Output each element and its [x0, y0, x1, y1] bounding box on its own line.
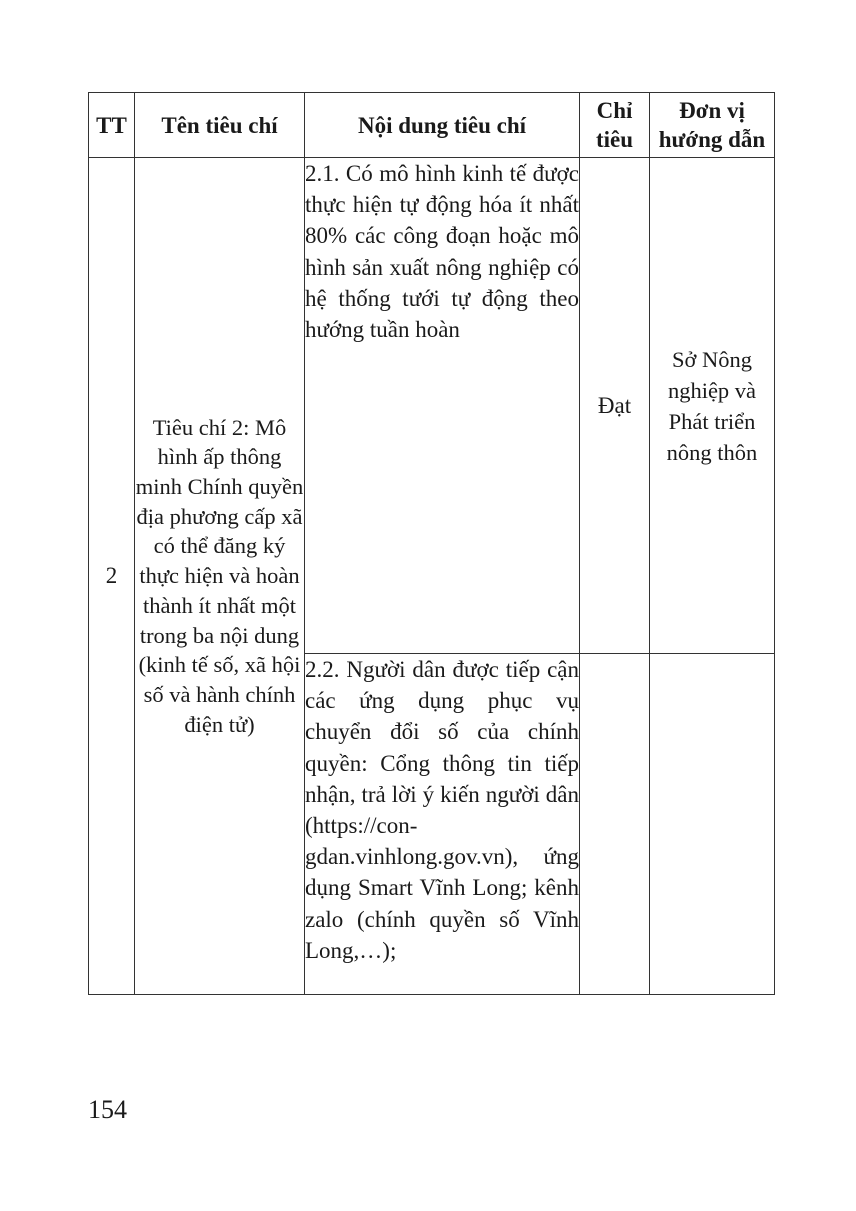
sub-item-guiding-unit-cell: Sở Nông nghiệp và Phát triển nông thôn: [650, 158, 775, 654]
header-criterion-name: Tên tiêu chí: [135, 93, 305, 158]
header-guiding-unit: Đơn vị hướng dẫn: [650, 93, 775, 158]
sub-item-content-cell: 2.1. Có mô hình kinh tế được thực hiện tự động hóa ít nhất 80% các công đoạn hoặc mô hình sản xuất nông nghiệp có hệ thống tưới tự động theo hướng tuần hoàn: [305, 158, 580, 654]
header-tt: TT: [89, 93, 135, 158]
row-tt-cell: 2: [89, 158, 135, 995]
criterion-name-cell: Tiêu chí 2: Mô hình ấp thông minh Chính quyền địa phương cấp xã có thể đăng ký thực hiện và hoàn thành ít nhất một trong ba nội dung (kinh tế số, xã hội số và hành chính điện tử): [135, 158, 305, 995]
header-criterion-content: Nội dung tiêu chí: [305, 93, 580, 158]
table-row: [89, 158, 775, 654]
sub-item-guiding-unit-cell: [650, 654, 775, 995]
table-header-row: [89, 93, 775, 158]
sub-item-target-cell: Đạt: [580, 158, 650, 654]
header-target: Chỉ tiêu: [580, 93, 650, 158]
page-number: 154: [88, 1095, 127, 1124]
criteria-table: [88, 92, 775, 995]
sub-item-target-cell: [580, 654, 650, 995]
sub-item-content-cell: 2.2. Người dân được tiếp cận các ứng dụng phục vụ chuyển đổi số của chính quyền: Cổng thông tin tiếp nhận, trả lời ý kiến người dân (https://con-gdan.vinhlong.gov.vn), ứng dụng Smart Vĩnh Long; kênh zalo (chính quyền số Vĩnh Long,…);: [305, 654, 580, 995]
